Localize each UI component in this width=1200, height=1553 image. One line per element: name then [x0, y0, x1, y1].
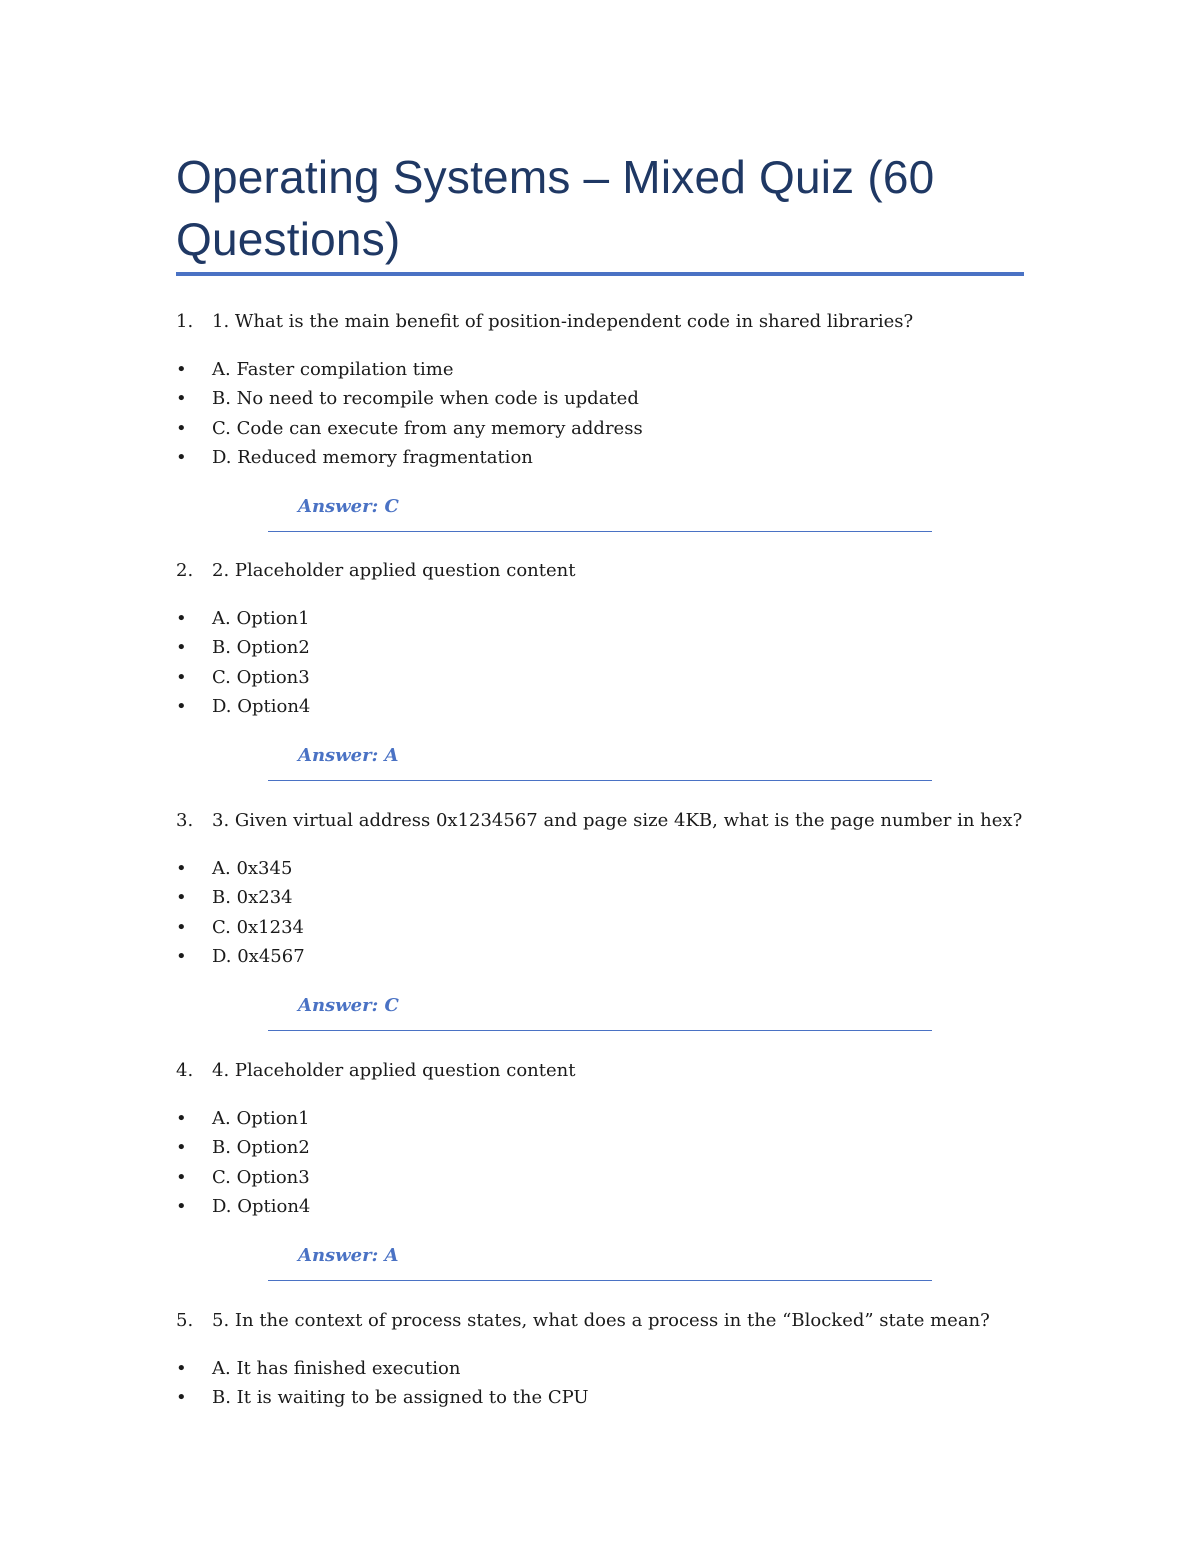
bullet-icon: • — [176, 417, 187, 439]
option-text: A. Option1 — [212, 608, 310, 629]
option-text: D. Reduced memory fragmentation — [212, 446, 533, 468]
option-list — [176, 1354, 1056, 1413]
question-block — [176, 806, 1056, 1031]
answer-value: C — [384, 496, 399, 518]
answer-divider — [268, 1030, 932, 1032]
question-line — [176, 307, 1056, 337]
question-text: 4. Placeholder applied question content — [212, 1060, 576, 1081]
bullet-icon: • — [176, 1166, 187, 1188]
option-item — [176, 1354, 1056, 1383]
bullet-icon: • — [176, 887, 187, 909]
option-item — [176, 384, 1056, 413]
bullet-icon: • — [176, 1137, 187, 1159]
bullet-icon: • — [176, 446, 187, 468]
answer-label: Answer: — [298, 496, 379, 518]
option-text: C. Code can execute from any memory address — [212, 417, 643, 439]
title-divider — [176, 272, 1024, 276]
option-item — [176, 355, 1056, 384]
option-item — [176, 854, 1056, 883]
answer-text — [298, 1245, 399, 1266]
bullet-icon: • — [176, 916, 187, 938]
option-item — [176, 942, 1056, 971]
option-text: D. Option4 — [212, 695, 311, 717]
question-number: 5. — [176, 1310, 194, 1331]
option-text: A. Option1 — [212, 1108, 310, 1129]
answer-block — [268, 991, 932, 1031]
answer-text — [298, 745, 399, 766]
question-number: 4. — [176, 1060, 194, 1081]
option-text: A. It has finished execution — [212, 1358, 461, 1379]
option-text: C. Option3 — [212, 1166, 310, 1188]
answer-text — [298, 496, 399, 517]
bullet-icon: • — [176, 695, 187, 717]
option-list — [176, 355, 1056, 472]
bullet-icon: • — [176, 608, 187, 629]
option-item — [176, 1104, 1056, 1133]
option-item — [176, 1192, 1056, 1221]
document-title: Operating Systems – Mixed Quiz (60 Questions) — [176, 151, 935, 265]
option-text: B. Option2 — [212, 1137, 310, 1159]
bullet-icon: • — [176, 359, 187, 380]
answer-block — [268, 492, 932, 532]
answer-block — [268, 741, 932, 781]
question-number: 3. — [176, 810, 194, 831]
bullet-icon: • — [176, 1387, 187, 1409]
option-text: A. 0x345 — [212, 858, 293, 879]
option-item — [176, 633, 1056, 662]
option-item — [176, 414, 1056, 443]
question-block — [176, 556, 1056, 781]
answer-divider — [268, 780, 932, 782]
option-text: A. Faster compilation time — [212, 359, 454, 380]
option-text: D. 0x4567 — [212, 945, 305, 967]
answer-value: A — [384, 1245, 399, 1267]
option-list — [176, 854, 1056, 971]
option-item — [176, 1163, 1056, 1192]
option-item — [176, 663, 1056, 692]
option-item — [176, 913, 1056, 942]
option-text: B. 0x234 — [212, 887, 293, 909]
option-text: D. Option4 — [212, 1195, 311, 1217]
bullet-icon: • — [176, 1108, 187, 1129]
question-number: 1. — [176, 311, 194, 332]
answer-divider — [268, 531, 932, 533]
question-text: 5. In the context of process states, what does a process in the “Blocked” state mean? — [212, 1310, 990, 1331]
option-item — [176, 883, 1056, 912]
answer-text — [298, 995, 399, 1016]
option-text: B. Option2 — [212, 637, 310, 659]
option-list — [176, 604, 1056, 721]
question-text: 1. What is the main benefit of position-independent code in shared libraries? — [212, 311, 914, 332]
bullet-icon: • — [176, 1358, 187, 1379]
option-item — [176, 692, 1056, 721]
answer-divider — [268, 1280, 932, 1282]
question-line — [176, 1306, 1056, 1336]
answer-value: A — [384, 745, 399, 767]
question-block — [176, 1056, 1056, 1281]
option-item — [176, 1383, 1056, 1412]
option-text: C. Option3 — [212, 666, 310, 688]
answer-label: Answer: — [298, 995, 379, 1017]
question-line — [176, 1056, 1056, 1086]
question-line — [176, 556, 1056, 586]
option-text: B. It is waiting to be assigned to the CPU — [212, 1387, 589, 1409]
option-item — [176, 604, 1056, 633]
question-block — [176, 1306, 1056, 1413]
question-line — [176, 806, 1056, 836]
option-text: C. 0x1234 — [212, 916, 304, 938]
question-text: 2. Placeholder applied question content — [212, 560, 576, 581]
question-number: 2. — [176, 560, 194, 581]
answer-label: Answer: — [298, 1245, 379, 1267]
answer-label: Answer: — [298, 745, 379, 767]
answer-value: C — [384, 995, 399, 1017]
bullet-icon: • — [176, 666, 187, 688]
answer-block — [268, 1241, 932, 1281]
option-list — [176, 1104, 1056, 1221]
question-block — [176, 307, 1056, 532]
bullet-icon: • — [176, 945, 187, 967]
bullet-icon: • — [176, 858, 187, 879]
bullet-icon: • — [176, 1195, 187, 1217]
question-text: 3. Given virtual address 0x1234567 and page size 4KB, what is the page number in hex? — [212, 810, 1023, 831]
bullet-icon: • — [176, 637, 187, 659]
option-text: B. No need to recompile when code is updated — [212, 388, 639, 410]
option-item — [176, 443, 1056, 472]
bullet-icon: • — [176, 388, 187, 410]
option-item — [176, 1133, 1056, 1162]
